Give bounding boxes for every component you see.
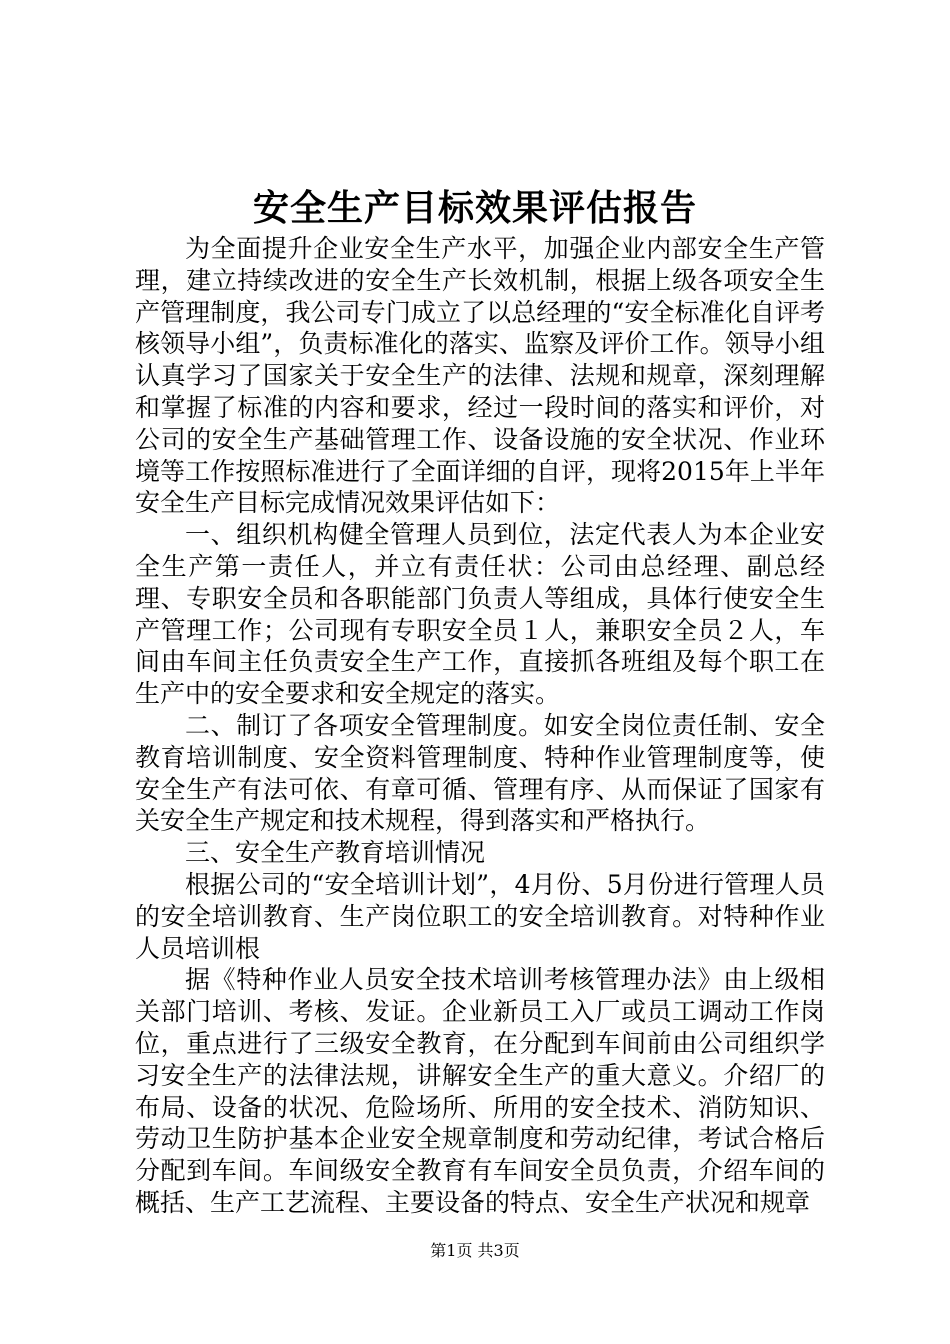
paragraph-section-1: 一、组织机构健全管理人员到位，法定代表人为本企业安全生产第一责任人，并立有责任状：公司由总经理、副总经理、专职安全员和各职能部门负责人等组成，具体行使安全生产管理工作；公司现有专职安全员１人，兼职安全员２人，车间由车间主任负责安全生产工作，直接抓各班组及每个职工在生产中的安全要求和安全规定的落实。 — [135, 520, 825, 709]
paragraph-section-3b: 据《特种作业人员安全技术培训考核管理办法》由上级相关部门培训、考核、发证。企业新员工入厂或员工调动工作岗位，重点进行了三级安全教育，在分配到车间前由公司组织学习安全生产的法律法规，讲解安全生产的重大意义。介绍厂的布局、设备的状况、危险场所、所用的安全技术、消防知识、劳动卫生防护基本企业安全规章制度和劳动纪律，考试合格后分配到车间。车间级安全教育有车间安全员负责，介绍车间的概括、生产工艺流程、主要设备的特点、安全生产状况和规章 — [135, 965, 825, 1217]
paragraph-section-2: 二、制订了各项安全管理制度。如安全岗位责任制、安全教育培训制度、安全资料管理制度、特种作业管理制度等，使安全生产有法可依、有章可循、管理有序、从而保证了国家有关安全生产规定和技术规程，得到落实和严格执行。 — [135, 710, 825, 836]
heading-section-3: 三、安全生产教育培训情况 — [185, 838, 486, 868]
paragraph-section-3a: 根据公司的“安全培训计划”，4月份、5月份进行管理人员的安全培训教育、生产岗位职工的安全培训教育。对特种作业人员培训根 — [135, 869, 825, 963]
document-title: 安全生产目标效果评估报告 — [252, 187, 697, 229]
page-footer: 第1页 共3页 — [430, 1241, 520, 1260]
paragraph-intro: 为全面提升企业安全生产水平，加强企业内部安全生产管理，建立持续改进的安全生产长效机制，根据上级各项安全生产管理制度，我公司专门成立了以总经理的“安全标准化自评考核领导小组”，负责标准化的落实、监察及评价工作。领导小组认真学习了国家关于安全生产的法律、法规和规章，深刻理解和掌握了标准的内容和要求，经过一段时间的落实和评价，对公司的安全生产基础管理工作、设备设施的安全状况、作业环境等工作按照标准进行了全面详细的自评，现将2015年上半年安全生产目标完成情况效果评估如下： — [135, 234, 825, 518]
document-body — [135, 233, 825, 1219]
